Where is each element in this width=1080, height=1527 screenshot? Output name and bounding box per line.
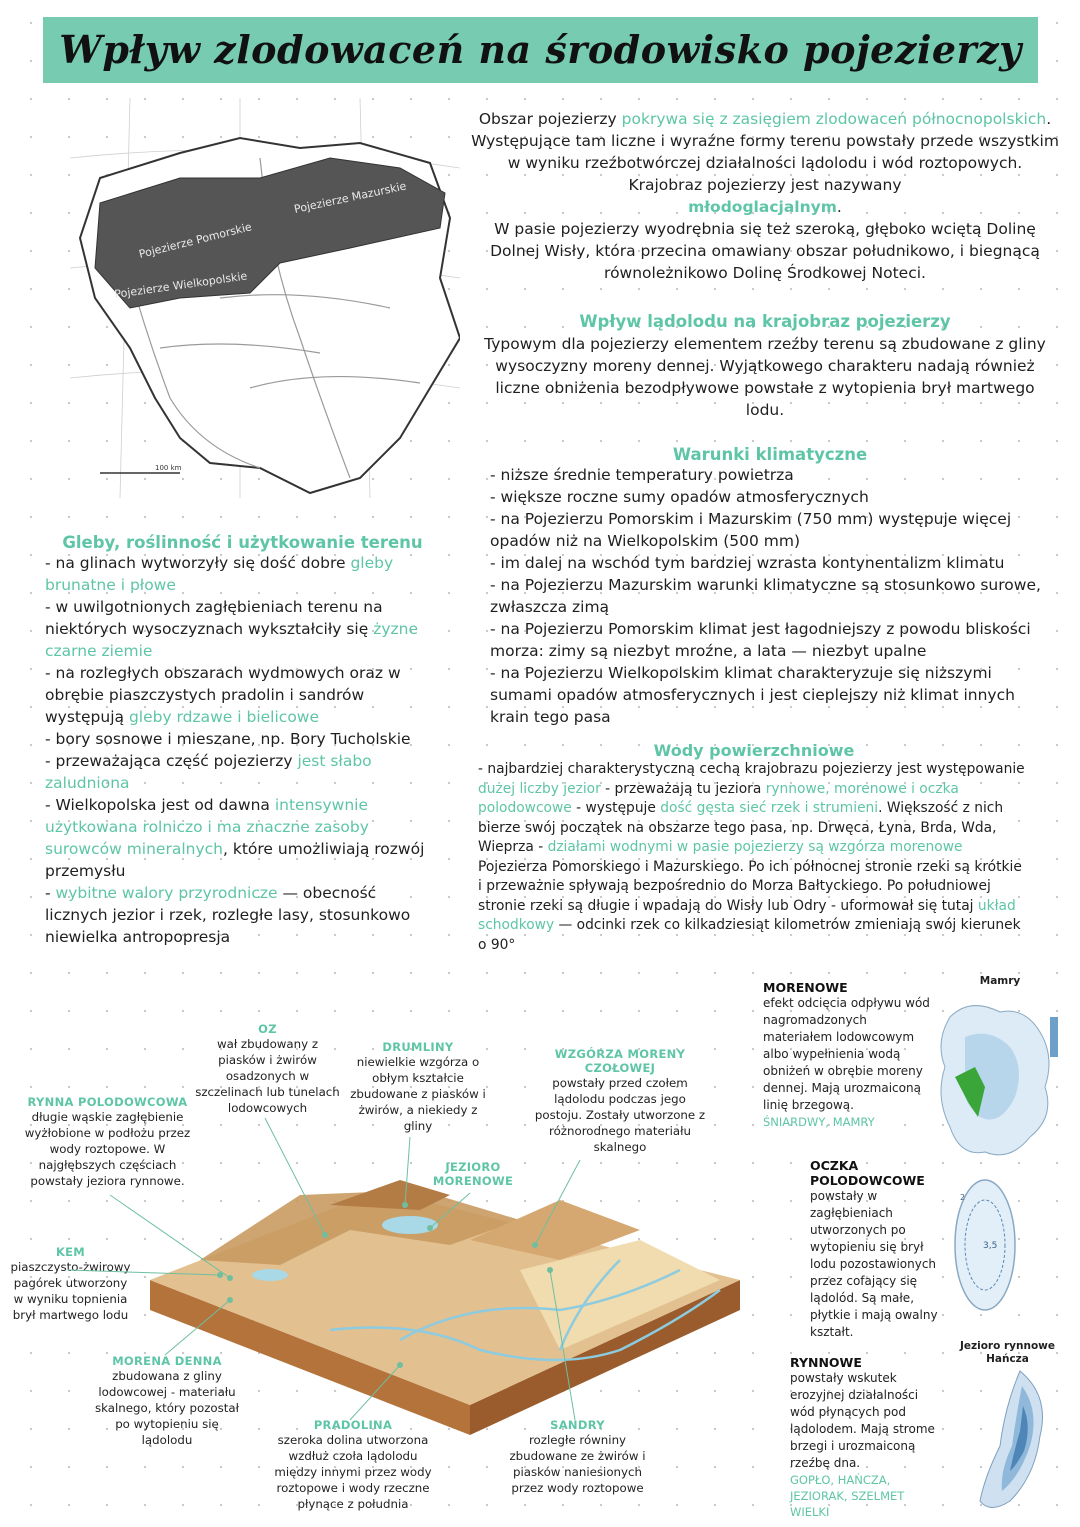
soils-item: - na glinach wytworzyły się dość dobre gleby brunatne i płowe	[45, 554, 394, 594]
soils-item: - Wielkopolska jest od dawna intensywnie użytkowana rolniczo i ma znaczne zasoby surowców mineralnych, które umożliwiają rozwój przemysłu	[45, 796, 425, 880]
soils-item: - bory sosnowe i mieszane, np. Bory Tucholskie	[45, 730, 411, 748]
lake-oczka: OCZKA POLODOWCOWE powstały w zagłębieniach utworzonych po wytopieniu się brył lodu pozostawionych przez cofający się lądolód. Są małe, płytkie i mają owalny kształt.	[810, 1158, 938, 1339]
label-drumliny: DRUMLINY niewielkie wzgórza o obłym kształcie zbudowane z piasków i żwirów, a niekiedy z gliny	[350, 1040, 486, 1133]
soils-item: - na rozległych obszarach wydmowych oraz w obrębie piaszczystych pradolin i sandrów występują gleby rdzawe i bielicowe	[45, 664, 401, 726]
svg-text:3,5: 3,5	[983, 1241, 998, 1251]
climate-item: - na Pojezierzu Mazurskim warunki klimatyczne są stosunkowo surowe, zwłaszcza zimą	[490, 576, 1041, 616]
label-pradolina: PRADOLINA szeroka dolina utworzona wzdłuż czoła lądolodu między innymi przez wody roztopowe i wody rzeczne płynące z południa	[274, 1418, 432, 1511]
lake-morenowe: MORENOWE efekt odcięcia odpływu wód nagromadzonych materiałem lodowcowym albo wypełnienia wodą obniżeń w obrębie moreny dennej. Mają urozmaiconą linię brzegową. ŚNIARDWY, MAMRY	[763, 980, 930, 1129]
climate-item: - im dalej na wschód tym bardziej wzrasta kontynentalizm klimatu	[490, 554, 1005, 572]
glacier-text: Typowym dla pojezierzy elementem rzeźby terenu są zbudowane z gliny wysoczyzny moreny dennej. Wyjątkowego charakteru nadają również liczne obniżenia bezodpływowe powstałe z wytopienia brył martwego lodu.	[484, 335, 1046, 419]
climate-item: - na Pojezierzu Pomorskim i Mazurskim (750 mm) występuje więcej opadów niż na Wielkopolskim (500 mm)	[490, 510, 1012, 550]
climate-item: - większe roczne sumy opadów atmosferycznych	[490, 488, 869, 506]
label-wzgorza: WZGÓRZA MORENY CZOŁOWEJ powstały przed czołem lądolodu podczas jego postoju. Zostały utworzone z różnorodnego materiału skalnego	[534, 1047, 706, 1154]
climate-title: Warunki klimatyczne	[672, 445, 868, 464]
soils-title: Gleby, roślinność i użytkowanie terenu	[62, 533, 423, 552]
waters-item: - przeważają tu jeziora rynnowe, morenowe i oczka polodowcowe	[478, 780, 959, 816]
lake-rynnowe: RYNNOWE powstały wskutek erozyjnej działalności wód płynących pod lądolodem. Mają strome brzegi i urozmaiconą rzeźbę dna. GOPŁO, HAŃCZA, JEZIORAK, SZELMET WIELKI	[790, 1355, 935, 1519]
label-kem: KEM piaszczysto-żwirowy pagórek utworzony w wyniku topnienia brył martwego lodu	[10, 1245, 131, 1322]
glacier-title: Wpływ lądolodu na krajobraz pojezierzy	[579, 312, 951, 331]
map-oczko	[945, 1170, 1025, 1320]
label-morena: MORENA DENNA zbudowana z gliny lodowcowej - materiału skalnego, który pozostał po wytopieniu się lądolodu	[95, 1354, 239, 1447]
label-oz: OZ wał zbudowany z piasków i żwirów osadzonych w szczelinach lub tunelach lodowcowych	[195, 1022, 340, 1115]
intro-paragraph-2: W pasie pojezierzy wyodrębnia się też szeroką, głęboko wciętą Dolinę Dolnej Wisły, która przecina omawiany obszar południkowo, i biegnącą równoleżnikowo Dolinę Środkowej Noteci.	[490, 220, 1040, 282]
climate-item: - niższe średnie temperatury powietrza	[490, 466, 794, 484]
waters-item: - działami wodnymi w pasie pojezierzy są wzgórza morenowe Pojezierza Pomorskiego i Mazurskiego. Po ich północnej stronie rzeki są krótkie i przeważnie spływają bezpośrednio do Morza Bałtyckiego. Po południowej stronie rzeki są długie i wpadają do Wisły lub Odry	[478, 839, 1022, 914]
map-label-wielkopolskie: Pojezierze Wielkopolskie	[113, 269, 248, 301]
map-mamry: Mamry	[930, 975, 1070, 1175]
soils-item: - wybitne walory przyrodnicze — obecność licznych jezior i rzek, rozległe lasy, stosunkowo niewielka antropopresja	[45, 884, 411, 946]
intro-paragraph-1: Obszar pojezierzy pokrywa się z zasięgiem zlodowaceń północnopolskich. Występujące tam liczne i wyraźne formy terenu powstały przede wszystkim w wyniku rzeźbotwórczej działalności lądolodu i wód roztopowych. Krajobraz pojezierzy jest nazywany młodoglacjalnym.	[471, 110, 1059, 216]
page-title: Wpływ zlodowaceń na środowisko pojezierzy	[59, 27, 1022, 72]
map-label-pomorskie: Pojezierze Pomorskie	[137, 220, 254, 261]
label-rynna: RYNNA POLODOWCOWA długie wąskie zagłębienie wyżłobione w podłożu przez wody roztopowe. W najgłębszych częściach powstały jeziora rynnowe.	[24, 1095, 191, 1188]
svg-text:100 km: 100 km	[155, 464, 182, 472]
label-jezioro: JEZIORO MORENOWE	[432, 1160, 514, 1188]
map-label-mazurskie: Pojezierze Mazurskie	[292, 179, 408, 216]
climate-item: - na Pojezierzu Wielkopolskim klimat charakteryzuje się niższymi sumami opadów atmosferycznych i jest cieplejszy niż klimat innych krain tego pasa	[490, 664, 1015, 726]
waters-item: - najbardziej charakterystyczną cechą krajobrazu pojezierzy jest występowanie dużej liczby jezior	[478, 761, 1025, 797]
map-hancza: Jezioro rynnowe Hańcza	[940, 1340, 1075, 1520]
climate-item: - na Pojezierzu Pomorskim klimat jest łagodniejszy z powodu bliskości morza: zimy są niezbyt mroźne, a lata — niezbyt upalne	[490, 620, 1031, 660]
svg-text:2: 2	[960, 1193, 966, 1202]
waters-item: - występuje dość gęsta sieć rzek i strumieni. Większość z nich bierze swój początek na obszarze tego pasa, np. Drwęca, Łyna, Brda, Wda, Wieprza	[478, 800, 1004, 855]
label-sandry: SANDRY rozległe równiny zbudowane ze żwirów i piasków naniesionych przez wody roztopowe	[509, 1418, 646, 1495]
soils-item: - przeważająca część pojezierzy jest słabo zaludniona	[45, 752, 372, 792]
waters-title: Wody powierzchniowe	[653, 741, 855, 760]
soils-item: - w uwilgotnionych zagłębieniach terenu na niektórych wysoczyznach wykształciły się żyzne czarne ziemie	[45, 598, 418, 660]
waters-item: - uformował się tutaj układ schodkowy — odcinki rzek co kilkadziesiąt kilometrów zmieniają swój kierunek o 90°	[478, 897, 1021, 953]
